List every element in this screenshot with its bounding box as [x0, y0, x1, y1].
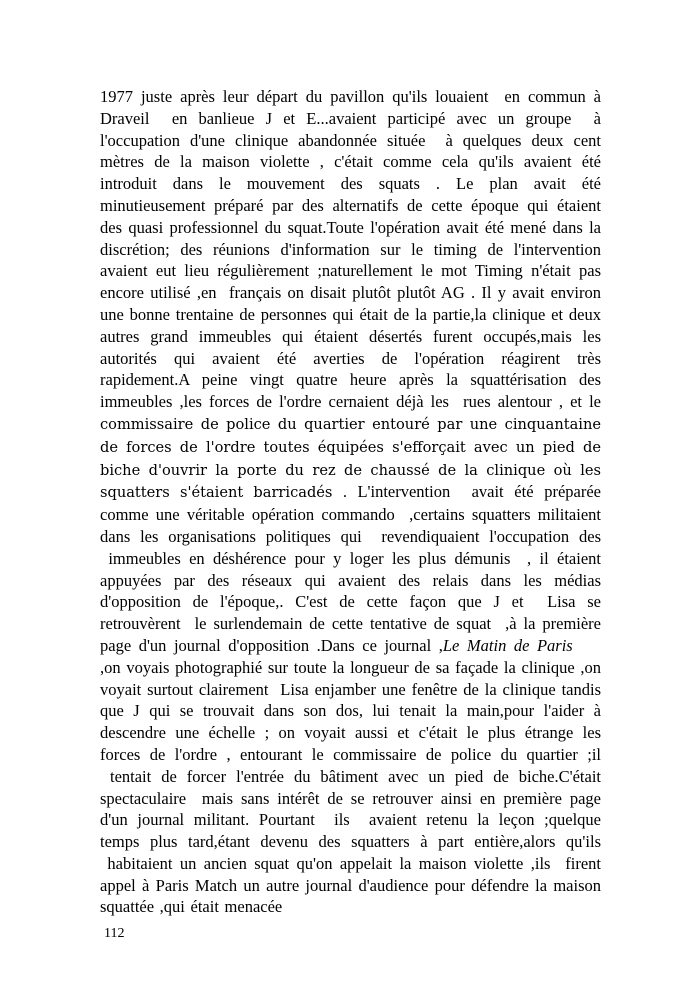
paragraph-segment-main-2: L'intervention avait été préparée comme une véritable opération commando ,certains squatters militaient dans les organisations politiques qui revendiquaient l'occupation des immeubles en déshérence pour y loger les plus démunis , il étaient appuyées par des réseaux qui avaient des relais dans les médias d'opposition de l'époque,. C'est de cette façon que J et Lisa se retrouvèrent le surlendemain de cette tentative de squat ,à la première page d'un journal d'opposition .Dans ce journal ,: [100, 482, 601, 655]
page-number: 112: [104, 926, 125, 941]
paragraph-segment-main-1: 1977 juste après leur départ du pavillon qu'ils louaient en commun à Draveil en banlieue J et E...avaient participé avec un groupe à l'occupation d'une clinique abandonnée située à quelques deux cent mètres de la maison violette , c'était comme cela qu'ils avaient été introduit dans le mouvement des squats . Le plan avait été minutieusement préparé par des alternatifs de cette époque qui étaient des quasi professionnel du squat.Toute l'opération avait été mené dans la discrétion; des réunions d'information sur le timing de l'intervention avaient eut lieu régulièrement ;naturellement le mot Timing n'était pas encore utilisé ,en français on disait plutôt plutôt AG . Il y avait environ une bonne trentaine de personnes qui était de la partie,la clinique et deux autres grand immeubles qui étaient désertés furent occupés,mais les autorités qui avaient été averties de l'opération réagirent très rapidement.A peine vingt quatre heure après la squattérisation des immeubles ,les forces de l'ordre cernaient déjà les rues alentour , et le: [100, 87, 601, 412]
body-text-block: [100, 86, 601, 918]
journal-title-italic: Le Matin de Paris: [442, 635, 573, 655]
paragraph: [100, 86, 601, 918]
paragraph-segment-alt-font: commissaire de police du quartier entouré par une cinquantaine de forces de l'ordre toutes équipées s'efforçait avec un pied de biche d'ouvrir la porte du rez de chaussé de la clinique où les squatters s'étaient barricadés .: [100, 415, 601, 502]
paragraph-segment-main-3: ,on voyais photographié sur toute la longueur de sa façade la clinique ,on voyait surtout clairement Lisa enjamber une fenêtre de la clinique tandis que J qui se trouvait dans son dos, lui tenait la main,pour l'aider à descendre une échelle ; on voyait aussi et c'était le plus étrange les forces de l'ordre , entourant le commissaire de police du quartier ;il tentait de forcer l'entrée du bâtiment avec un pied de biche.C'était spectaculaire mais sans intérêt de se retrouver ainsi en première page d'un journal militant. Pourtant ils avaient retenu la leçon ;quelque temps plus tard,étant devenu des squatters à part entière,alors qu'ils habitaient un ancien squat qu'on appelait la maison violette ,ils firent appel à Paris Match un autre journal d'audience pour défendre la maison squattée ,qui était menacée: [100, 635, 601, 917]
